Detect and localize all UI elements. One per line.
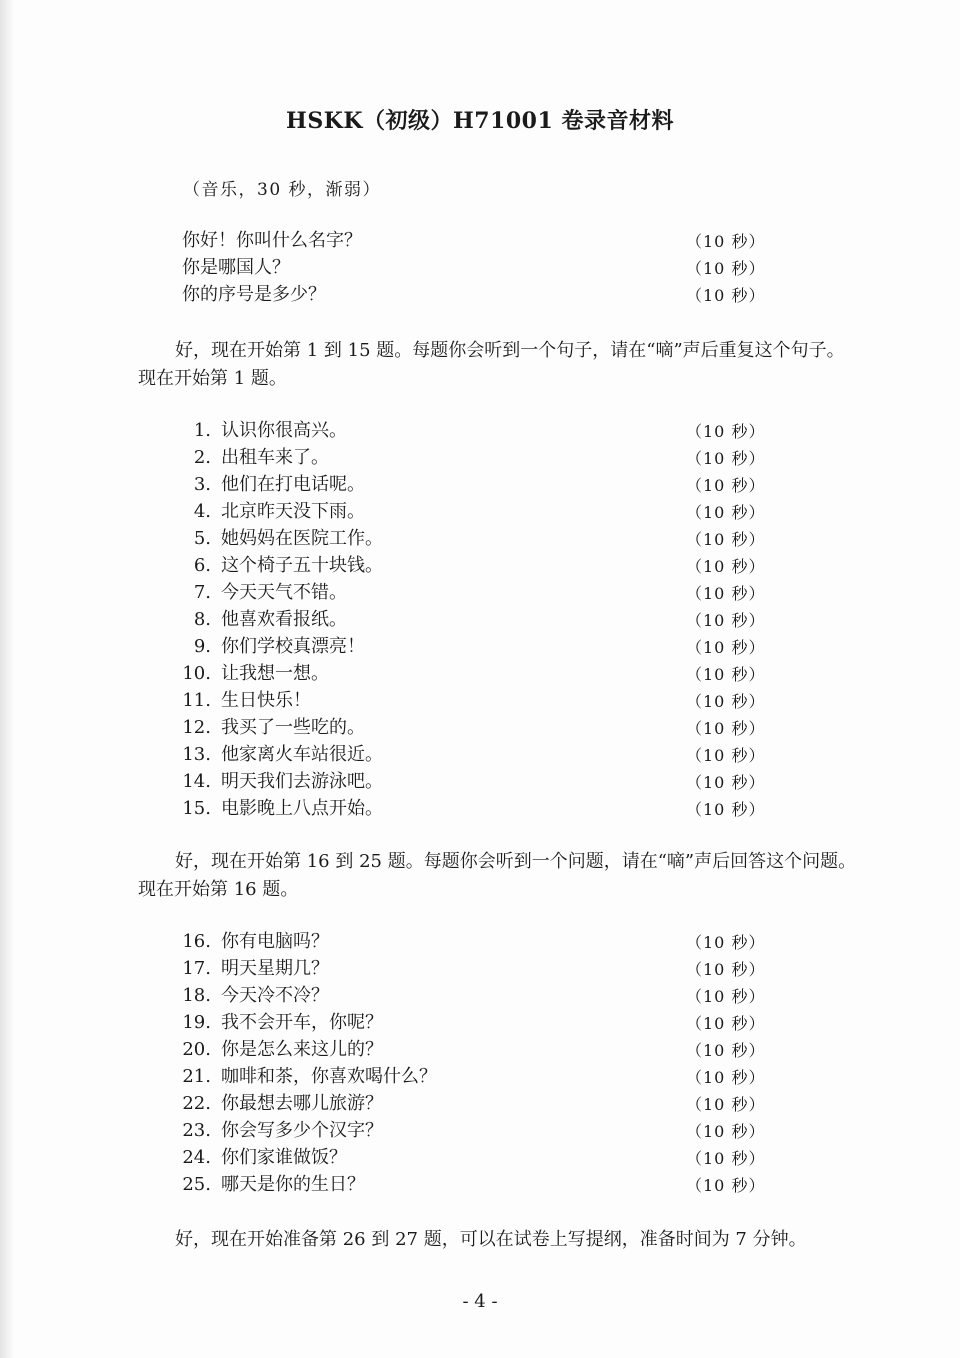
item-number: 3.	[193, 474, 211, 495]
item-number: 16.	[182, 931, 211, 952]
item-number: 24.	[182, 1147, 211, 1168]
item-text: 明天星期几？	[221, 958, 329, 979]
item-text: 你有电脑吗？	[221, 931, 329, 952]
item-number: 14.	[182, 771, 211, 792]
item-number: 11.	[182, 690, 211, 711]
item-text: 今天冷不冷？	[221, 985, 329, 1006]
item-text: 你们家谁做饭？	[221, 1147, 347, 1168]
item-text: 你好！你叫什么名字？	[182, 230, 362, 251]
duration-label: （10 秒）	[686, 1122, 766, 1141]
item-number: 8.	[193, 609, 211, 630]
duration-label: （10 秒）	[686, 1176, 766, 1195]
item-text: 这个椅子五十块钱。	[221, 555, 383, 576]
item-text: 你们学校真漂亮！	[221, 636, 365, 657]
duration-label: （10 秒）	[686, 800, 766, 819]
duration-label: （10 秒）	[686, 611, 766, 630]
page-number: - 4 -	[462, 1291, 498, 1312]
duration-label: （10 秒）	[686, 692, 766, 711]
item-text: 你的序号是多少？	[182, 284, 326, 305]
duration-label: （10 秒）	[686, 1041, 766, 1060]
item-text: 他们在打电话呢。	[221, 474, 365, 495]
duration-label: （10 秒）	[686, 1095, 766, 1114]
duration-label: （10 秒）	[686, 232, 766, 251]
duration-label: （10 秒）	[686, 638, 766, 657]
page-title: HSKK（初级）H71001 卷录音材料	[286, 108, 674, 134]
duration-label: （10 秒）	[686, 503, 766, 522]
duration-label: （10 秒）	[686, 746, 766, 765]
item-text: 今天天气不错。	[221, 582, 347, 603]
item-text: 你最想去哪儿旅游？	[221, 1093, 383, 1114]
section2-intro: 好，现在开始第 16 到 25 题。每题你会听到一个问题，请在“嘀”声后回答这个问题。现在开始第 16 题。	[138, 851, 857, 900]
item-text: 让我想一想。	[221, 663, 329, 684]
duration-label: （10 秒）	[686, 1068, 766, 1087]
item-text: 哪天是你的生日？	[221, 1174, 365, 1195]
item-number: 21.	[182, 1066, 211, 1087]
item-text: 你是哪国人？	[182, 257, 290, 278]
item-number: 20.	[182, 1039, 211, 1060]
music-cue: （音乐，30 秒，渐弱）	[183, 180, 382, 200]
section1-intro: 好，现在开始第 1 到 15 题。每题你会听到一个句子，请在“嘀”声后重复这个句子。现在开始第 1 题。	[138, 340, 845, 389]
duration-label: （10 秒）	[686, 987, 766, 1006]
item-number: 7.	[193, 582, 211, 603]
item-number: 23.	[182, 1120, 211, 1141]
item-text: 咖啡和茶，你喜欢喝什么？	[221, 1066, 437, 1087]
duration-label: （10 秒）	[686, 1014, 766, 1033]
duration-label: （10 秒）	[686, 530, 766, 549]
item-text: 他喜欢看报纸。	[221, 609, 347, 630]
item-number: 17.	[182, 958, 211, 979]
item-number: 5.	[193, 528, 211, 549]
item-text: 他家离火车站很近。	[221, 744, 383, 765]
item-number: 25.	[182, 1174, 211, 1195]
duration-label: （10 秒）	[686, 719, 766, 738]
item-number: 10.	[182, 663, 211, 684]
item-text: 明天我们去游泳吧。	[221, 771, 383, 792]
item-number: 13.	[182, 744, 211, 765]
duration-label: （10 秒）	[686, 476, 766, 495]
item-text: 我不会开车，你呢？	[221, 1012, 383, 1033]
item-text: 你会写多少个汉字？	[221, 1120, 383, 1141]
duration-label: （10 秒）	[686, 449, 766, 468]
duration-label: （10 秒）	[686, 665, 766, 684]
duration-label: （10 秒）	[686, 960, 766, 979]
page-edge-shadow	[0, 0, 14, 1358]
item-number: 18.	[182, 985, 211, 1006]
duration-label: （10 秒）	[686, 773, 766, 792]
item-text: 电影晚上八点开始。	[221, 798, 383, 819]
item-number: 15.	[182, 798, 211, 819]
item-number: 19.	[182, 1012, 211, 1033]
duration-label: （10 秒）	[686, 584, 766, 603]
item-number: 12.	[182, 717, 211, 738]
duration-label: （10 秒）	[686, 933, 766, 952]
duration-label: （10 秒）	[686, 259, 766, 278]
item-number: 22.	[182, 1093, 211, 1114]
item-text: 北京昨天没下雨。	[221, 501, 365, 522]
item-number: 2.	[193, 447, 211, 468]
item-number: 1.	[193, 420, 211, 441]
item-number: 6.	[193, 555, 211, 576]
item-text: 认识你很高兴。	[221, 420, 347, 441]
item-text: 生日快乐！	[221, 690, 311, 711]
duration-label: （10 秒）	[686, 422, 766, 441]
duration-label: （10 秒）	[686, 1149, 766, 1168]
item-text: 我买了一些吃的。	[221, 717, 365, 738]
item-text: 出租车来了。	[221, 447, 329, 468]
item-text: 你是怎么来这儿的？	[221, 1039, 383, 1060]
duration-label: （10 秒）	[686, 286, 766, 305]
duration-label: （10 秒）	[686, 557, 766, 576]
section3-intro: 好，现在开始准备第 26 到 27 题，可以在试卷上写提纲，准备时间为 7 分钟。	[175, 1229, 807, 1250]
item-number: 9.	[193, 636, 211, 657]
item-number: 4.	[193, 501, 211, 522]
item-text: 她妈妈在医院工作。	[221, 528, 383, 549]
